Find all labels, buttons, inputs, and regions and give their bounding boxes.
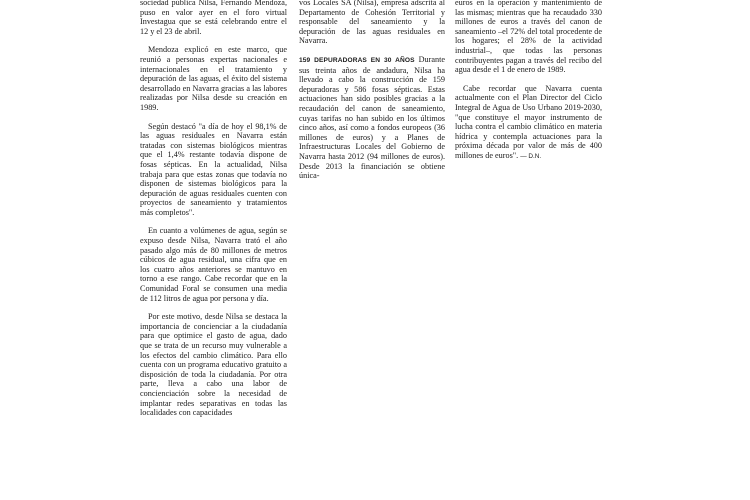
column1-paragraph-3: Según destacó "a día de hoy el 98,1% de las aguas residuales en Navarra están tratadas con sistemas biológicos mientras que el 1,4% restante todavía dispone de fosas sépticas. En la actualidad, Nilsa trabaja para que estas zonas que todavía no disponen de sistemas biológicos para la depuración de aguas residuales cuenten con proyectos de saneamiento y tratamientos más completos". — [140, 121, 287, 217]
author-signature: — D.N. — [520, 152, 542, 160]
column1-paragraph-4: En cuanto a volúmenes de agua, según se expuso desde Nilsa, Navarra trató el año pasado algo más de 80 millones de metros cúbicos de agua residual, una cifra que en los cuatro años anteriores se mantuvo en torno a ese rango. Cabe recordar que en la Comunidad Foral se consumen una media de 112 litros de agua por persona y día. — [140, 226, 287, 303]
column3-paragraph-1: euros en la operación y mantenimiento de las mismas; mientras que ha recaudado 330 millones de euros a través del canon de saneamiento –el 72% del total procedente de los hogares; el 28% de la actividad industrial–, que todas las personas contribuyentes pagan a través del recibo del agua desde el 1 de enero de 1989. — [455, 0, 602, 75]
column3-paragraph-2-text: Cabe recordar que Navarra cuenta actualmente con el Plan Director del Ciclo Integral de Agua de Uso Urbano 2019-2030, "que constituye el mayor instrumento de lucha contra el cambio climático en materia hídrica y contempla actuaciones para la próxima década por valor de más de 400 millones de euros". — [455, 83, 602, 160]
column2-section — [299, 55, 445, 181]
column1-paragraph-1: sociedad pública Nilsa, Fernando Mendoza, puso en valor ayer en el foro virtual Investagua que se está celebrando entre el 12 y el 23 de abril. — [140, 0, 287, 36]
column1-paragraph-5: Por este motivo, desde Nilsa se destaca la importancia de concienciar a la ciudadanía para que optimice el gasto de agua, dado que se trata de un recurso muy vulnerable a los efectos del cambio climático. Para ello cuenta con un programa educativo gratuito a disposición de toda la ciudadanía. Por otra parte, lleva a cabo una labor de concienciación sobre la necesidad de implantar redes separativas en todas las localidades con capacidades — [140, 312, 287, 418]
column2-body: Durante sus treinta años de andadura, Nilsa ha llevado a cabo la construcción de 159 depuradoras y 586 fosas sépticas. Estas actuaciones han sido posibles gracias a la recaudación del canon de saneamiento, cuyas tarifas no han subido en los últimos cinco años, así como a fondos europeos (36 millones de euros) y a Planes de Infraestructuras Locales del Gobierno de Navarra hasta 2012 (94 millones de euros). Desde 2013 la financiación se obtiene única- — [299, 54, 445, 181]
article-column-2 — [299, 0, 445, 190]
section-lead-in: 159 DEPURADORAS EN 30 AÑOS — [299, 56, 415, 64]
article-column-1 — [140, 0, 287, 427]
column1-paragraph-2: Mendoza explicó en este marco, que reunió a personas expertas nacionales e internacionales en el tratamiento y depuración de las aguas, el éxito del sistema desarrollado en Navarra gracias a las labores realizadas por Nilsa desde su creación en 1989. — [140, 45, 287, 112]
column3-paragraph-2 — [455, 84, 602, 162]
article-column-3 — [455, 0, 602, 171]
column2-intro: vos Locales SA (Nilsa), empresa adscrita al Departamento de Cohesión Territorial y responsable del saneamiento y la depuración de las aguas residuales en Navarra. — [299, 0, 445, 46]
